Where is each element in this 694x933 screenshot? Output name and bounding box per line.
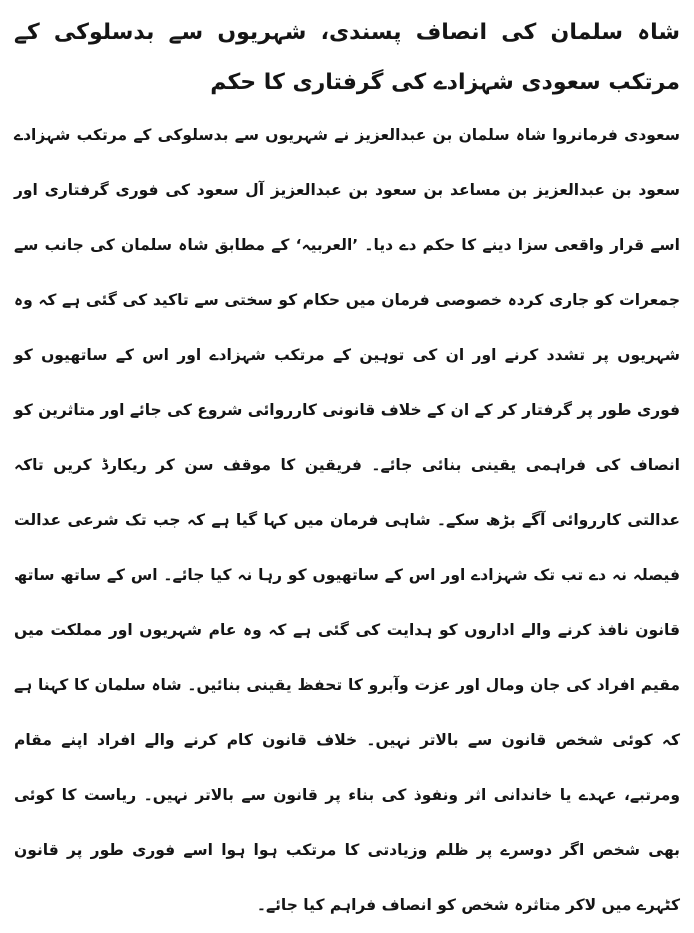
article-body: سعودی فرمانروا شاہ سلمان بن عبدالعزیز نے شہریوں سے بدسلوکی کے مرتکب شہزادے سعود بن عبدالعزیز بن مساعد بن سعود بن عبدالعزیز آل سعود کی فوری گرفتاری اور اسے قرار واقعی سزا دینے کا حکم دے دیا۔ ’العربیہ‘ کے مطابق شاہ سلمان کی جانب سے جمعرات کو جاری کردہ خصوصی فرمان میں حکام کو سختی سے تاکید کی گئی ہے کہ وہ شہریوں پر تشدد کرنے اور ان کی توہین کے مرتکب شہزادے اور اس کے ساتھیوں کو فوری طور پر گرفتار کر کے ان کے خلاف قانونی کارروائی شروع کی جائے اور متاثرین کو انصاف کی فراہمی یقینی بنائی جائے۔ فریقین کا موقف سن کر ریکارڈ کریں تاکہ عدالتی کارروائی آگے بڑھ سکے۔ شاہی فرمان میں کہا گیا ہے کہ جب تک شرعی عدالت فیصلہ نہ دے تب تک شہزادے اور اس کے ساتھیوں کو رہا نہ کیا جائے۔ اس کے ساتھ ساتھ قانون نافذ کرنے والے اداروں کو ہدایت کی گئی ہے کہ وہ عام شہریوں اور مملکت میں مقیم افراد کی جان ومال اور عزت وآبرو کا تحفظ یقینی بنائیں۔ شاہ سلمان کا کہنا ہے کہ کوئی شخص قانون سے بالاتر نہیں۔ خلاف قانون کام کرنے والے افراد اپنے مقام ومرتبے، عہدے یا خاندانی اثر ونفوذ کی بناء پر قانون سے بالاتر نہیں۔ ریاست کا کوئی بھی شخص اگر دوسرے پر ظلم وزیادتی کا مرتکب ہوا ہوا اسے فوری طور پر قانون کٹہرے میں لاکر متاثرہ شخص کو انصاف فراہم کیا جائے۔ (14, 126, 680, 914)
article-headline: شاہ سلمان کی انصاف پسندی، شہریوں سے بدسلوکی کے مرتکب سعودی شہزادے کی گرفتاری کا حکم (14, 20, 680, 95)
